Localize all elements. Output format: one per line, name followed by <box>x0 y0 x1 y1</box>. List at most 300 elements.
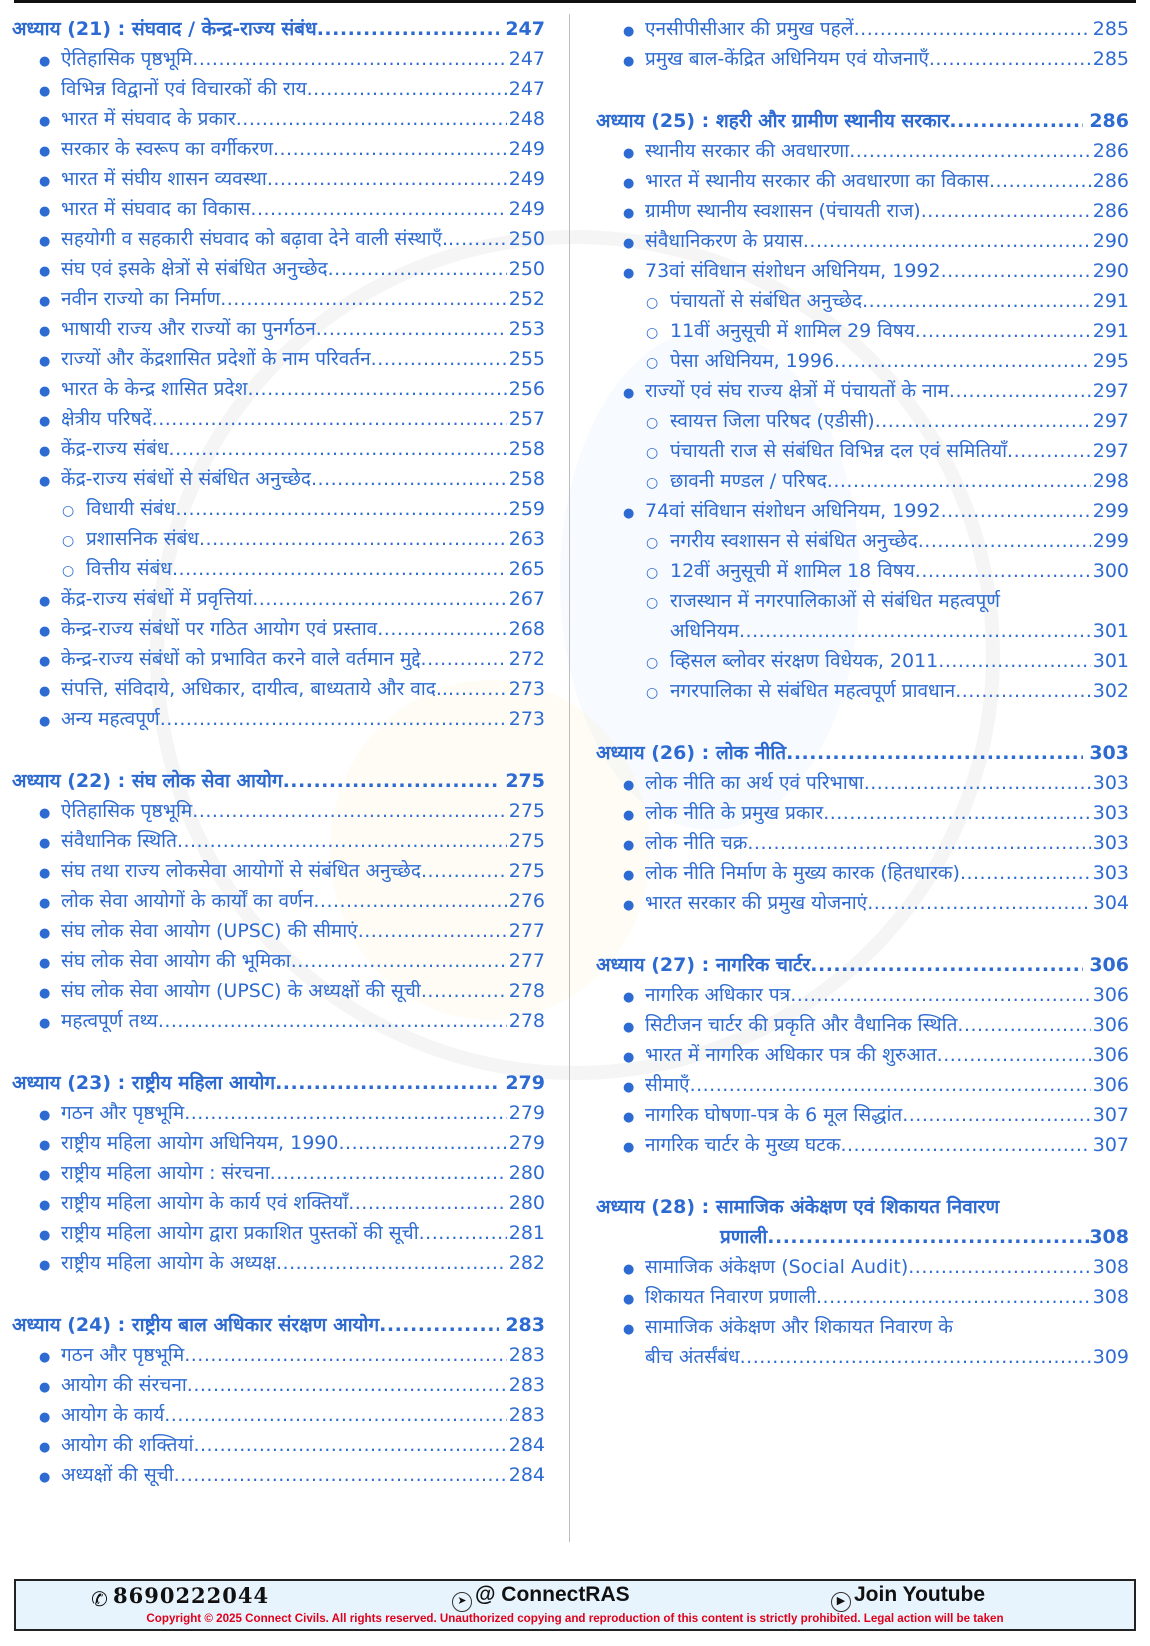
circle-bullet-icon: ○ <box>62 563 75 579</box>
toc-entry[interactable] <box>12 856 545 886</box>
leader-dots <box>448 224 507 254</box>
leader-dots <box>174 1460 507 1490</box>
page-number: 277 <box>508 950 545 972</box>
toc-entry[interactable] <box>12 614 545 644</box>
toc-entry[interactable] <box>596 496 1129 526</box>
toc-subentry-continued[interactable] <box>596 616 1129 646</box>
entry-label: सिटीजन चार्टर की प्रकृति और वैधानिक स्थिति <box>645 1014 958 1036</box>
toc-subentry[interactable] <box>12 524 545 554</box>
entry-label: अध्यक्षों की सूची <box>61 1464 174 1486</box>
chapter-26-heading[interactable] <box>596 738 1129 768</box>
toc-entry[interactable] <box>12 976 545 1006</box>
spacer <box>12 1278 545 1310</box>
entry-label: शिकायत निवारण प्रणाली <box>645 1286 817 1308</box>
leader-dots <box>358 916 507 946</box>
toc-entry[interactable] <box>596 1282 1129 1312</box>
toc-entry[interactable] <box>12 1430 545 1460</box>
bullet-icon: ● <box>39 1108 51 1123</box>
toc-entry[interactable] <box>12 404 545 434</box>
leader-dots <box>164 1400 506 1430</box>
toc-entry[interactable] <box>12 1340 545 1370</box>
telegram-icon: ➤ <box>452 1592 472 1612</box>
leader-dots <box>379 1310 499 1340</box>
page-number: 247 <box>508 78 545 100</box>
toc-entry[interactable] <box>12 254 545 284</box>
page-number: 279 <box>508 1102 545 1124</box>
toc-entry[interactable] <box>12 344 545 374</box>
entry-label: भारत में संघवाद के प्रकार <box>61 108 236 130</box>
entry-label: एनसीपीसीआर की प्रमुख पहलें <box>645 18 854 40</box>
leader-dots <box>867 888 1091 918</box>
toc-entry[interactable] <box>12 74 545 104</box>
bullet-icon: ● <box>39 234 51 249</box>
page-number: 308 <box>1092 1256 1129 1278</box>
spacer <box>596 1160 1129 1192</box>
chapter-title: अध्याय (22) : संघ लोक सेवा आयोग <box>12 770 283 792</box>
toc-entry[interactable] <box>596 44 1129 74</box>
leader-dots <box>348 1188 507 1218</box>
page-number: 273 <box>508 678 545 700</box>
toc-entry[interactable] <box>12 1128 545 1158</box>
leader-dots <box>236 104 507 134</box>
page-number: 250 <box>508 228 545 250</box>
entry-label: संघ लोक सेवा आयोग (UPSC) के अध्यक्षों की सूची <box>61 980 421 1002</box>
leader-dots <box>187 1370 507 1400</box>
page-number: 297 <box>1092 380 1129 402</box>
leader-dots <box>941 256 1091 286</box>
leader-dots <box>1007 436 1091 466</box>
page-number: 252 <box>508 288 545 310</box>
page-number: 283 <box>508 1344 545 1366</box>
page-number: 275 <box>508 860 545 882</box>
leader-dots <box>902 1100 1091 1130</box>
circle-bullet-icon: ○ <box>646 685 659 701</box>
page-number: 290 <box>1092 260 1129 282</box>
leader-dots <box>291 946 507 976</box>
toc-entry[interactable] <box>12 194 545 224</box>
leader-dots <box>175 494 506 524</box>
page-number: 291 <box>1092 320 1129 342</box>
toc-entry[interactable] <box>12 164 545 194</box>
entry-label: सीमाएँ <box>645 1074 690 1096</box>
toc-entry[interactable] <box>12 886 545 916</box>
page-number: 286 <box>1092 140 1129 162</box>
entry-label: केंद्र-राज्य संबंधों में प्रवृत्तियां <box>61 588 253 610</box>
entry-label: महत्वपूर्ण तथ्य <box>61 1010 158 1032</box>
bullet-icon: ● <box>623 1292 635 1307</box>
chapter-title: अध्याय (26) : लोक नीति <box>596 742 787 764</box>
page-number: 284 <box>508 1434 545 1456</box>
entry-label: सहयोगी व सहकारी संघवाद को बढ़ावा देने वाली संस्थाएँ. <box>61 228 449 250</box>
bullet-icon: ● <box>623 868 635 883</box>
entry-label: भारत में स्थानीय सरकार की अवधारणा का विकास <box>645 170 989 192</box>
entry-label: राज्यों एवं संघ राज्य क्षेत्रों में पंचायतों के नाम <box>645 380 949 402</box>
leader-dots <box>377 614 507 644</box>
leader-dots <box>739 616 1091 646</box>
entry-label: संघ लोक सेवा आयोग (UPSC) की सीमाएं <box>61 920 358 942</box>
page-number: 303 <box>1092 832 1129 854</box>
leader-dots <box>915 316 1091 346</box>
chapter-27-heading[interactable] <box>596 950 1129 980</box>
toc-entry[interactable] <box>596 1070 1129 1100</box>
toc-entry-continued[interactable] <box>596 1342 1129 1372</box>
bullet-icon: ● <box>39 1470 51 1485</box>
toc-entry[interactable] <box>596 768 1129 798</box>
leader-dots <box>862 286 1091 316</box>
toc-subentry[interactable] <box>596 586 1129 616</box>
bullet-icon: ● <box>39 1228 51 1243</box>
entry-label: गठन और पृष्ठभूमि <box>61 1344 185 1366</box>
toc-entry[interactable] <box>596 888 1129 918</box>
entry-label: लोक नीति के प्रमुख प्रकार <box>645 802 824 824</box>
toc-subentry[interactable] <box>596 676 1129 706</box>
leader-dots <box>192 796 506 826</box>
toc-entry[interactable] <box>596 1312 1129 1342</box>
toc-entry[interactable] <box>12 1188 545 1218</box>
circle-bullet-icon: ○ <box>62 503 75 519</box>
toc-entry[interactable] <box>12 796 545 826</box>
toc-entry[interactable] <box>12 1370 545 1400</box>
bullet-icon: ● <box>39 354 51 369</box>
bullet-icon: ● <box>623 1020 635 1035</box>
toc-subentry[interactable] <box>12 494 545 524</box>
toc-entry[interactable] <box>596 136 1129 166</box>
circle-bullet-icon: ○ <box>646 415 659 431</box>
phone-number: 8690222044 <box>113 1583 270 1608</box>
leader-dots <box>250 194 506 224</box>
leader-dots <box>747 828 1090 858</box>
toc-subentry[interactable] <box>596 466 1129 496</box>
bullet-icon: ● <box>39 1198 51 1213</box>
bullet-icon: ● <box>39 114 51 129</box>
toc-entry[interactable] <box>596 858 1129 888</box>
circle-bullet-icon: ○ <box>646 325 659 341</box>
page-number: 275 <box>508 830 545 852</box>
page-number: 308 <box>1092 1286 1129 1308</box>
footer-contacts <box>16 1583 1134 1611</box>
leader-dots <box>840 1130 1090 1160</box>
page-number: 291 <box>1092 290 1129 312</box>
youtube-label: Join Youtube <box>854 1583 986 1606</box>
bullet-icon: ● <box>623 898 635 913</box>
entry-label: विभिन्न विद्वानों एवं विचारकों की राय <box>61 78 307 100</box>
entry-label: अधिनियम <box>670 620 739 642</box>
entry-label: नगरपालिका से संबंधित महत्वपूर्ण प्रावधान <box>670 680 956 702</box>
leader-dots <box>419 1218 507 1248</box>
toc-entry[interactable] <box>12 1248 545 1278</box>
page-number: 298 <box>1092 470 1129 492</box>
toc-subentry[interactable] <box>596 286 1129 316</box>
leader-dots <box>275 1068 499 1098</box>
spacer <box>12 734 545 766</box>
toc-entry[interactable] <box>596 1252 1129 1282</box>
toc-entry[interactable] <box>12 1006 545 1036</box>
page-number: 283 <box>505 1314 545 1336</box>
circle-bullet-icon: ○ <box>646 595 659 611</box>
chapter-21-heading[interactable] <box>12 14 545 44</box>
page-number: 278 <box>508 980 545 1002</box>
page-number: 307 <box>1092 1134 1129 1156</box>
toc-entry[interactable] <box>12 1098 545 1128</box>
spacer <box>596 918 1129 950</box>
toc-entry[interactable] <box>12 1218 545 1248</box>
leader-dots <box>834 346 1091 376</box>
entry-label: प्रमुख बाल-केंद्रित अधिनियम एवं योजनाएँ <box>645 48 929 70</box>
circle-bullet-icon: ○ <box>646 295 659 311</box>
bullet-icon: ● <box>623 236 635 251</box>
page-number: 281 <box>508 1222 545 1244</box>
circle-bullet-icon: ○ <box>646 355 659 371</box>
leader-dots <box>220 284 507 314</box>
circle-bullet-icon: ○ <box>646 445 659 461</box>
leader-dots <box>267 164 507 194</box>
bullet-icon: ● <box>623 1262 635 1277</box>
leader-dots <box>803 226 1091 256</box>
footer-banner <box>14 1579 1136 1631</box>
toc-entry[interactable] <box>12 1460 545 1490</box>
bullet-icon: ● <box>623 206 635 221</box>
entry-label: सामाजिक अंकेक्षण और शिकायत निवारण के <box>645 1316 953 1338</box>
toc-entry[interactable] <box>12 44 545 74</box>
page-number: 290 <box>1092 230 1129 252</box>
leader-dots <box>790 980 1091 1010</box>
bullet-icon: ● <box>623 176 635 191</box>
leader-dots <box>949 106 1083 136</box>
entry-label: राष्ट्रीय महिला आयोग द्वारा प्रकाशित पुस्तकों की सूची <box>61 1222 419 1244</box>
entry-label: आयोग के कार्य <box>61 1404 165 1426</box>
entry-label: लोक नीति चक्र <box>645 832 748 854</box>
toc-entry[interactable] <box>596 376 1129 406</box>
toc-entry[interactable] <box>12 1158 545 1188</box>
youtube-link[interactable] <box>831 1583 985 1612</box>
page-number: 306 <box>1089 954 1129 976</box>
entry-label: लोक नीति का अर्थ एवं परिभाषा <box>645 772 864 794</box>
toc-entry[interactable] <box>12 224 545 254</box>
entry-label: सरकार के स्वरूप का वर्गीकरण <box>61 138 273 160</box>
leader-dots <box>823 798 1091 828</box>
leader-dots <box>955 676 1091 706</box>
circle-bullet-icon: ○ <box>62 533 75 549</box>
toc-entry[interactable] <box>596 828 1129 858</box>
toc-entry[interactable] <box>12 284 545 314</box>
leader-dots <box>960 858 1091 888</box>
bullet-icon: ● <box>623 266 635 281</box>
chapter-title-line1: अध्याय (28) : सामाजिक अंकेक्षण एवं शिकायत निवारण <box>596 1196 1000 1218</box>
entry-label: भारत सरकार की प्रमुख योजनाएं <box>645 892 868 914</box>
chapter-title: अध्याय (27) : नागरिक चार्टर <box>596 954 811 976</box>
page-number: 309 <box>1092 1346 1129 1368</box>
entry-label: लोक नीति निर्माण के मुख्य कारक (हितधारक) <box>645 862 960 884</box>
toc-entry[interactable] <box>596 1130 1129 1160</box>
page-number: 304 <box>1092 892 1129 914</box>
chapter-23-heading[interactable] <box>12 1068 545 1098</box>
page-number: 248 <box>508 108 545 130</box>
bullet-icon: ● <box>39 926 51 941</box>
bullet-icon: ● <box>623 808 635 823</box>
toc-subentry[interactable] <box>12 554 545 584</box>
leader-dots <box>158 1006 507 1036</box>
leader-dots <box>270 1158 507 1188</box>
chapter-24-heading[interactable] <box>12 1310 545 1340</box>
entry-label: भारत के केन्द्र शासित प्रदेश <box>61 378 248 400</box>
leader-dots <box>448 674 507 704</box>
toc-entry[interactable] <box>596 798 1129 828</box>
entry-label: स्वायत्त जिला परिषद (एडीसी) <box>670 410 875 432</box>
toc-entry[interactable] <box>12 434 545 464</box>
entry-label: 11वीं अनुसूची में शामिल 29 विषय <box>670 320 915 342</box>
entry-label: भाषायी राज्य और राज्यों का पुनर्गठन <box>61 318 316 340</box>
bullet-icon: ● <box>623 838 635 853</box>
leader-dots <box>816 1282 1091 1312</box>
toc-entry[interactable] <box>596 1040 1129 1070</box>
toc-entry[interactable] <box>12 826 545 856</box>
leader-dots <box>941 496 1091 526</box>
toc-entry[interactable] <box>596 196 1129 226</box>
page-number: 263 <box>508 528 545 550</box>
bullet-icon: ● <box>39 264 51 279</box>
leader-dots <box>949 376 1091 406</box>
leader-dots <box>827 466 1091 496</box>
entry-label: विधायी संबंध <box>86 498 176 520</box>
page-number: 286 <box>1089 110 1129 132</box>
bullet-icon: ● <box>623 778 635 793</box>
page-number: 303 <box>1092 802 1129 824</box>
toc-entry[interactable] <box>12 946 545 976</box>
entry-label: राजस्थान में नगरपालिकाओं से संबंधित महत्वपूर्ण <box>670 590 1000 612</box>
leader-dots <box>740 1342 1091 1372</box>
page-number: 277 <box>508 920 545 942</box>
chapter-28-heading[interactable] <box>596 1192 1129 1252</box>
circle-bullet-icon: ○ <box>646 655 659 671</box>
bullet-icon: ● <box>623 990 635 1005</box>
entry-label: क्षेत्रीय परिषदें <box>61 408 152 430</box>
bullet-icon: ● <box>39 1380 51 1395</box>
leader-dots <box>957 1010 1090 1040</box>
toc-entry[interactable] <box>12 644 545 674</box>
bullet-icon: ● <box>39 144 51 159</box>
toc-right-column <box>596 14 1129 1372</box>
leader-dots <box>316 314 507 344</box>
page-number: 273 <box>508 708 545 730</box>
entry-label: लोक सेवा आयोगों के कार्यों का वर्णन <box>61 890 314 912</box>
entry-label: 12वीं अनुसूची में शामिल 18 विषय <box>670 560 915 582</box>
toc-subentry[interactable] <box>596 406 1129 436</box>
toc-subentry[interactable] <box>596 316 1129 346</box>
spacer <box>596 74 1129 106</box>
toc-entry[interactable] <box>596 256 1129 286</box>
leader-dots <box>918 526 1091 556</box>
toc-entry[interactable] <box>12 916 545 946</box>
toc-subentry[interactable] <box>596 436 1129 466</box>
page-number: 306 <box>1092 1074 1129 1096</box>
toc-entry[interactable] <box>12 134 545 164</box>
leader-dots <box>921 196 1091 226</box>
toc-entry[interactable] <box>596 226 1129 256</box>
toc-entry[interactable] <box>12 374 545 404</box>
leader-dots <box>864 768 1091 798</box>
toc-subentry[interactable] <box>596 556 1129 586</box>
toc-subentry[interactable] <box>596 526 1129 556</box>
top-rule <box>14 0 1136 3</box>
leader-dots <box>152 404 507 434</box>
bullet-icon: ● <box>623 54 635 69</box>
page-number: 276 <box>508 890 545 912</box>
toc-entry[interactable] <box>12 704 545 734</box>
entry-label: ऐतिहासिक पृष्ठभूमि <box>61 48 193 70</box>
toc-subentry[interactable] <box>596 346 1129 376</box>
entry-label: संघ एवं इसके क्षेत्रों से संबंधित अनुच्छेद <box>61 258 328 280</box>
chapter-title-line2: प्रणाली <box>720 1226 768 1248</box>
entry-label: आयोग की शक्तियां <box>61 1434 194 1456</box>
entry-label: ऐतिहासिक पृष्ठभूमि <box>61 800 193 822</box>
page-number: 272 <box>508 648 545 670</box>
leader-dots <box>421 644 507 674</box>
leader-dots <box>199 524 507 554</box>
toc-entry[interactable] <box>596 1100 1129 1130</box>
toc-entry[interactable] <box>12 674 545 704</box>
toc-entry[interactable] <box>12 1400 545 1430</box>
toc-entry[interactable] <box>596 1010 1129 1040</box>
page-number: 306 <box>1092 1014 1129 1036</box>
leader-dots <box>989 166 1091 196</box>
toc-entry[interactable] <box>12 584 545 614</box>
page-number: 303 <box>1092 772 1129 794</box>
toc-entry[interactable] <box>12 314 545 344</box>
leader-dots <box>193 1430 506 1460</box>
bullet-icon: ● <box>623 386 635 401</box>
page-number: 286 <box>1092 170 1129 192</box>
entry-label: पंचायतों से संबंधित अनुच्छेद <box>670 290 863 312</box>
leader-dots <box>172 554 507 584</box>
toc-entry[interactable] <box>12 104 545 134</box>
entry-label: गठन और पृष्ठभूमि <box>61 1102 185 1124</box>
telegram-link[interactable] <box>452 1583 630 1612</box>
bullet-icon: ● <box>39 324 51 339</box>
toc-entry[interactable] <box>596 14 1129 44</box>
toc-entry[interactable] <box>596 980 1129 1010</box>
entry-label: पेसा अधिनियम, 1996 <box>670 350 834 372</box>
page-number: 259 <box>508 498 545 520</box>
page-number: 249 <box>508 198 545 220</box>
page-number: 256 <box>508 378 545 400</box>
page-number: 253 <box>508 318 545 340</box>
toc-subentry[interactable] <box>596 646 1129 676</box>
toc-entry[interactable] <box>12 464 545 494</box>
page-number: 280 <box>508 1192 545 1214</box>
page-number: 306 <box>1092 984 1129 1006</box>
leader-dots <box>169 434 507 464</box>
page-number: 283 <box>508 1404 545 1426</box>
bullet-icon: ● <box>39 594 51 609</box>
chapter-22-heading[interactable] <box>12 766 545 796</box>
leader-dots <box>184 1340 507 1370</box>
chapter-title: अध्याय (24) : राष्ट्रीय बाल अधिकार संरक्षण आयोग <box>12 1314 380 1336</box>
copyright-notice: Copyright © 2025 Connect Civils. All rights reserved. Unauthorized copying and reproduction of this content is strictly prohibited. Legal action will be taken <box>146 1612 1004 1625</box>
entry-label: संवैधानिकरण के प्रयास <box>645 230 803 252</box>
toc-entry[interactable] <box>596 166 1129 196</box>
leader-dots <box>160 704 507 734</box>
entry-label: ग्रामीण स्थानीय स्वशासन (पंचायती राज) <box>645 200 921 222</box>
page-number: 299 <box>1092 530 1129 552</box>
chapter-25-heading[interactable] <box>596 106 1129 136</box>
page-number: 297 <box>1092 410 1129 432</box>
page-number: 249 <box>508 168 545 190</box>
leader-dots <box>338 1128 506 1158</box>
page-number: 255 <box>508 348 545 370</box>
phone-contact[interactable] <box>90 1583 269 1609</box>
page-number: 275 <box>508 800 545 822</box>
entry-label: संघ तथा राज्य लोकसेवा आयोगों से संबंधित अनुच्छेद <box>61 860 421 882</box>
